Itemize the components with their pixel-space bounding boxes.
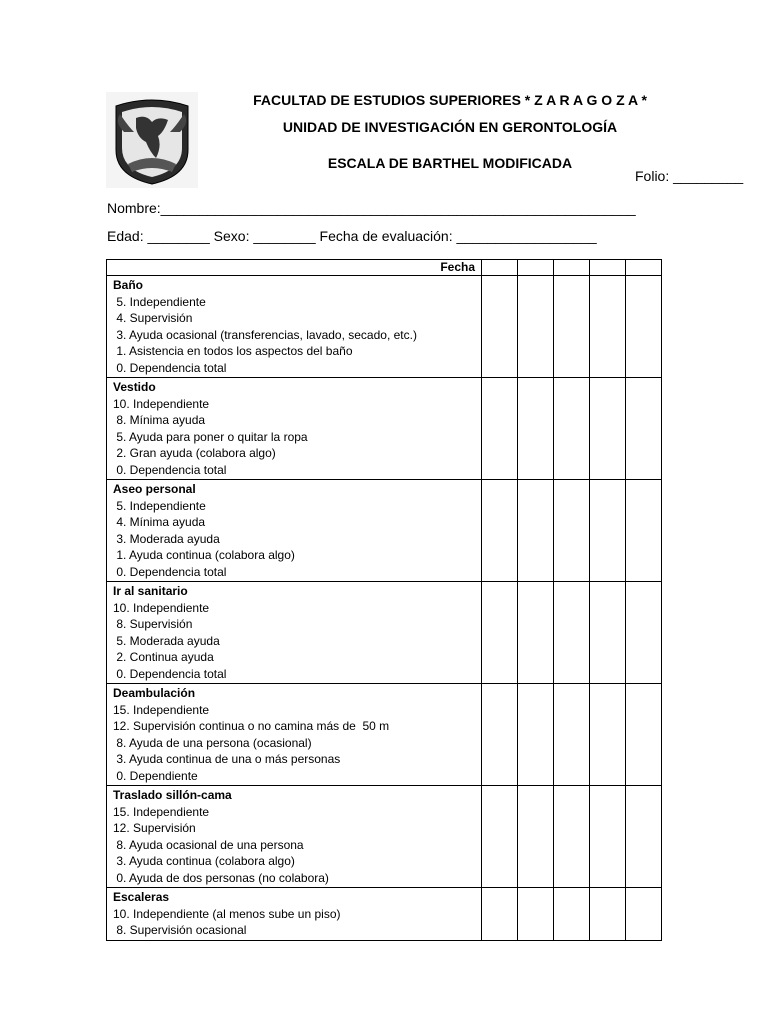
- score-cell[interactable]: [482, 378, 518, 480]
- score-cell[interactable]: [626, 276, 662, 378]
- score-cell[interactable]: [590, 684, 626, 786]
- item-option: 0. Dependencia total: [113, 360, 227, 375]
- score-cell[interactable]: [554, 276, 590, 378]
- item-option: 10. Independiente: [113, 396, 210, 411]
- item-option: 0. Dependiente: [113, 768, 198, 783]
- institution-title: FACULTAD DE ESTUDIOS SUPERIORES * Z A R A G O Z A *: [253, 92, 647, 108]
- unit-title: UNIDAD DE INVESTIGACIÓN EN GERONTOLOGÍA: [282, 119, 618, 135]
- item-option: 4. Mínima ayuda: [113, 515, 206, 529]
- item-cell: [107, 582, 482, 684]
- score-cell[interactable]: [518, 888, 554, 941]
- edad-sexo-fecha-fields[interactable]: Edad: ________ Sexo: ________ Fecha de evaluación: __________________: [107, 228, 597, 244]
- item-cell: [107, 786, 482, 888]
- item-option: 0. Dependencia total: [113, 462, 227, 477]
- item-option: 8. Ayuda ocasional de una persona: [113, 837, 304, 852]
- item-cell: [107, 378, 482, 480]
- score-cell[interactable]: [590, 276, 626, 378]
- item-title: Traslado sillón-cama: [113, 788, 232, 802]
- scale-title: ESCALA DE BARTHEL MODIFICADA: [327, 155, 573, 171]
- score-cell[interactable]: [554, 378, 590, 480]
- score-cell[interactable]: [554, 786, 590, 888]
- item-option: 2. Continua ayuda: [113, 650, 214, 664]
- item-option: 1. Ayuda continua (colabora algo): [113, 548, 295, 562]
- item-option: 10. Independiente: [113, 600, 210, 615]
- unam-seal-logo: [106, 92, 198, 188]
- score-cell[interactable]: [626, 684, 662, 786]
- item-option: 5. Independiente: [113, 294, 206, 309]
- item-option: 3. Ayuda continua de una o más personas: [113, 752, 341, 766]
- score-cell[interactable]: [626, 888, 662, 941]
- item-option: 0. Dependencia total: [113, 564, 227, 579]
- item-option: 12. Supervisión continua o no camina más de 50 m: [113, 719, 390, 733]
- item-option: 2. Gran ayuda (colabora algo): [113, 446, 276, 460]
- table-row: [107, 684, 662, 786]
- item-option: 5. Independiente: [113, 498, 206, 513]
- item-option: 8. Supervisión: [113, 617, 193, 631]
- item-title: Ir al sanitario: [113, 584, 188, 598]
- score-cell[interactable]: [554, 480, 590, 582]
- item-option: 4. Supervisión: [113, 311, 193, 325]
- score-cell[interactable]: [626, 582, 662, 684]
- score-cell[interactable]: [518, 582, 554, 684]
- item-option: 3. Ayuda ocasional (transferencias, lavado, secado, etc.): [113, 327, 417, 342]
- item-option: 0. Ayuda de dos personas (no colabora): [113, 870, 329, 885]
- item-option: 12. Supervisión: [113, 821, 196, 835]
- item-option: 15. Independiente: [113, 804, 210, 819]
- item-option: 8. Supervisión ocasional: [113, 923, 247, 937]
- item-option: 3. Ayuda continua (colabora algo): [113, 854, 295, 868]
- table-row: [107, 888, 662, 941]
- score-cell[interactable]: [590, 786, 626, 888]
- item-title: Vestido: [113, 380, 156, 394]
- item-title: Baño: [113, 278, 143, 292]
- item-option: 10. Independiente (al menos sube un piso): [113, 906, 341, 921]
- score-cell[interactable]: [482, 582, 518, 684]
- item-title: Deambulación: [113, 686, 196, 700]
- table-row: [107, 378, 662, 480]
- item-option: 1. Asistencia en todos los aspectos del baño: [113, 344, 353, 358]
- score-cell[interactable]: [518, 378, 554, 480]
- score-cell[interactable]: [518, 684, 554, 786]
- score-cell[interactable]: [626, 480, 662, 582]
- date-column-2[interactable]: [518, 260, 554, 276]
- fecha-header: Fecha: [107, 260, 482, 276]
- score-cell[interactable]: [590, 378, 626, 480]
- score-cell[interactable]: [626, 378, 662, 480]
- table-row: [107, 276, 662, 378]
- item-option: 0. Dependencia total: [113, 666, 227, 681]
- table-row: [107, 480, 662, 582]
- folio-field[interactable]: Folio: _________: [635, 168, 744, 184]
- table-row: [107, 786, 662, 888]
- score-cell[interactable]: [554, 582, 590, 684]
- score-cell[interactable]: [590, 582, 626, 684]
- item-option: 5. Ayuda para poner o quitar la ropa: [113, 429, 308, 444]
- item-title: Aseo personal: [113, 482, 196, 496]
- table-header-row: [107, 260, 662, 276]
- item-option: 8. Ayuda de una persona (ocasional): [113, 735, 312, 750]
- table-row: [107, 582, 662, 684]
- date-column-1[interactable]: [482, 260, 518, 276]
- item-option: 3. Moderada ayuda: [113, 531, 220, 546]
- score-cell[interactable]: [482, 480, 518, 582]
- score-cell[interactable]: [554, 888, 590, 941]
- item-cell: [107, 480, 482, 582]
- score-cell[interactable]: [554, 684, 590, 786]
- score-cell[interactable]: [518, 480, 554, 582]
- nombre-field[interactable]: Nombre:_____________________________________________________________: [107, 200, 636, 216]
- item-option: 8. Mínima ayuda: [113, 413, 206, 427]
- item-option: 15. Independiente: [113, 702, 210, 717]
- score-cell[interactable]: [482, 684, 518, 786]
- score-cell[interactable]: [626, 786, 662, 888]
- score-cell[interactable]: [482, 276, 518, 378]
- score-cell[interactable]: [518, 786, 554, 888]
- score-cell[interactable]: [590, 888, 626, 941]
- item-cell: [107, 684, 482, 786]
- item-cell: [107, 276, 482, 378]
- item-title: Escaleras: [113, 890, 170, 904]
- score-cell[interactable]: [518, 276, 554, 378]
- score-cell[interactable]: [482, 786, 518, 888]
- score-cell[interactable]: [590, 480, 626, 582]
- score-cell[interactable]: [482, 888, 518, 941]
- item-cell: [107, 888, 482, 941]
- date-column-4[interactable]: [590, 260, 626, 276]
- barthel-scale-table: [106, 259, 662, 941]
- date-column-5[interactable]: [626, 260, 662, 276]
- date-column-3[interactable]: [554, 260, 590, 276]
- item-option: 5. Moderada ayuda: [113, 633, 220, 648]
